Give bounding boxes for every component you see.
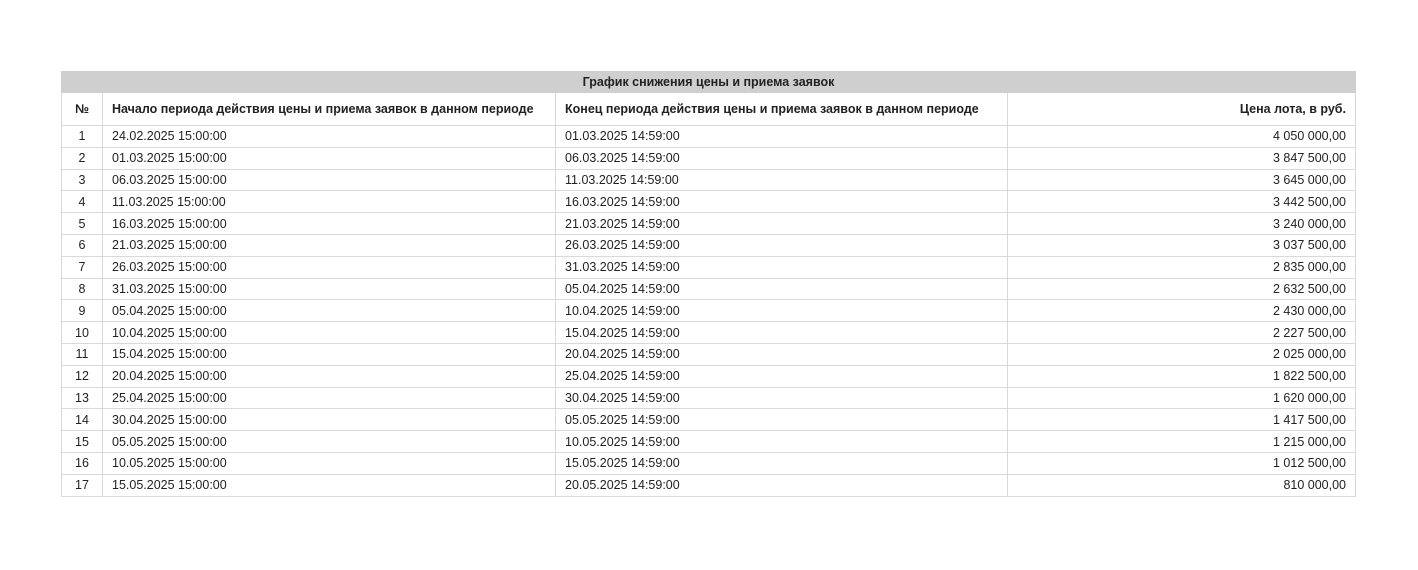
cell-end: 05.05.2025 14:59:00 bbox=[556, 409, 1008, 431]
cell-price: 810 000,00 bbox=[1008, 474, 1356, 496]
cell-price: 2 835 000,00 bbox=[1008, 256, 1356, 278]
cell-price: 2 025 000,00 bbox=[1008, 343, 1356, 365]
table-row bbox=[62, 452, 1356, 474]
cell-start: 26.03.2025 15:00:00 bbox=[103, 256, 556, 278]
cell-end: 10.04.2025 14:59:00 bbox=[556, 300, 1008, 322]
cell-start: 21.03.2025 15:00:00 bbox=[103, 234, 556, 256]
cell-price: 3 442 500,00 bbox=[1008, 191, 1356, 213]
cell-num: 10 bbox=[62, 322, 103, 344]
table-row bbox=[62, 147, 1356, 169]
cell-start: 20.04.2025 15:00:00 bbox=[103, 365, 556, 387]
cell-end: 11.03.2025 14:59:00 bbox=[556, 169, 1008, 191]
table-row bbox=[62, 431, 1356, 453]
cell-num: 16 bbox=[62, 452, 103, 474]
cell-price: 1 417 500,00 bbox=[1008, 409, 1356, 431]
cell-price: 2 227 500,00 bbox=[1008, 322, 1356, 344]
table-row bbox=[62, 278, 1356, 300]
header-end: Конец периода действия цены и приема заявок в данном периоде bbox=[556, 93, 1008, 126]
cell-start: 01.03.2025 15:00:00 bbox=[103, 147, 556, 169]
cell-start: 15.05.2025 15:00:00 bbox=[103, 474, 556, 496]
cell-price: 1 620 000,00 bbox=[1008, 387, 1356, 409]
table-title: График снижения цены и приема заявок bbox=[62, 72, 1356, 93]
table-row bbox=[62, 256, 1356, 278]
cell-price: 3 847 500,00 bbox=[1008, 147, 1356, 169]
table-row bbox=[62, 409, 1356, 431]
cell-start: 30.04.2025 15:00:00 bbox=[103, 409, 556, 431]
cell-num: 14 bbox=[62, 409, 103, 431]
cell-num: 7 bbox=[62, 256, 103, 278]
cell-start: 10.04.2025 15:00:00 bbox=[103, 322, 556, 344]
cell-start: 06.03.2025 15:00:00 bbox=[103, 169, 556, 191]
table-row bbox=[62, 387, 1356, 409]
price-schedule-table bbox=[61, 71, 1356, 497]
cell-end: 06.03.2025 14:59:00 bbox=[556, 147, 1008, 169]
cell-price: 3 037 500,00 bbox=[1008, 234, 1356, 256]
cell-num: 5 bbox=[62, 213, 103, 235]
cell-end: 05.04.2025 14:59:00 bbox=[556, 278, 1008, 300]
cell-num: 9 bbox=[62, 300, 103, 322]
table-row bbox=[62, 474, 1356, 496]
cell-num: 17 bbox=[62, 474, 103, 496]
cell-price: 1 215 000,00 bbox=[1008, 431, 1356, 453]
cell-price: 2 632 500,00 bbox=[1008, 278, 1356, 300]
cell-num: 1 bbox=[62, 126, 103, 148]
price-schedule-table-wrap bbox=[61, 71, 1355, 497]
cell-num: 3 bbox=[62, 169, 103, 191]
cell-end: 21.03.2025 14:59:00 bbox=[556, 213, 1008, 235]
header-price: Цена лота, в руб. bbox=[1008, 93, 1356, 126]
cell-price: 2 430 000,00 bbox=[1008, 300, 1356, 322]
table-body bbox=[62, 126, 1356, 497]
cell-end: 26.03.2025 14:59:00 bbox=[556, 234, 1008, 256]
table-row bbox=[62, 234, 1356, 256]
cell-start: 15.04.2025 15:00:00 bbox=[103, 343, 556, 365]
cell-end: 15.04.2025 14:59:00 bbox=[556, 322, 1008, 344]
cell-num: 13 bbox=[62, 387, 103, 409]
cell-end: 10.05.2025 14:59:00 bbox=[556, 431, 1008, 453]
table-title-row bbox=[62, 72, 1356, 93]
header-num: № bbox=[62, 93, 103, 126]
cell-end: 20.04.2025 14:59:00 bbox=[556, 343, 1008, 365]
cell-start: 31.03.2025 15:00:00 bbox=[103, 278, 556, 300]
cell-end: 16.03.2025 14:59:00 bbox=[556, 191, 1008, 213]
table-row bbox=[62, 300, 1356, 322]
cell-start: 10.05.2025 15:00:00 bbox=[103, 452, 556, 474]
table-row bbox=[62, 365, 1356, 387]
cell-num: 4 bbox=[62, 191, 103, 213]
cell-end: 15.05.2025 14:59:00 bbox=[556, 452, 1008, 474]
table-row bbox=[62, 343, 1356, 365]
table-row bbox=[62, 126, 1356, 148]
header-start: Начало периода действия цены и приема заявок в данном периоде bbox=[103, 93, 556, 126]
table-row bbox=[62, 169, 1356, 191]
cell-start: 25.04.2025 15:00:00 bbox=[103, 387, 556, 409]
cell-start: 24.02.2025 15:00:00 bbox=[103, 126, 556, 148]
cell-num: 12 bbox=[62, 365, 103, 387]
cell-start: 05.04.2025 15:00:00 bbox=[103, 300, 556, 322]
cell-end: 25.04.2025 14:59:00 bbox=[556, 365, 1008, 387]
cell-start: 05.05.2025 15:00:00 bbox=[103, 431, 556, 453]
cell-price: 4 050 000,00 bbox=[1008, 126, 1356, 148]
cell-end: 31.03.2025 14:59:00 bbox=[556, 256, 1008, 278]
cell-end: 01.03.2025 14:59:00 bbox=[556, 126, 1008, 148]
table-row bbox=[62, 213, 1356, 235]
cell-price: 3 645 000,00 bbox=[1008, 169, 1356, 191]
cell-num: 6 bbox=[62, 234, 103, 256]
table-header-row bbox=[62, 93, 1356, 126]
cell-start: 11.03.2025 15:00:00 bbox=[103, 191, 556, 213]
cell-start: 16.03.2025 15:00:00 bbox=[103, 213, 556, 235]
table-row bbox=[62, 322, 1356, 344]
cell-price: 1 012 500,00 bbox=[1008, 452, 1356, 474]
cell-price: 1 822 500,00 bbox=[1008, 365, 1356, 387]
cell-num: 11 bbox=[62, 343, 103, 365]
cell-end: 20.05.2025 14:59:00 bbox=[556, 474, 1008, 496]
cell-num: 2 bbox=[62, 147, 103, 169]
cell-num: 15 bbox=[62, 431, 103, 453]
cell-num: 8 bbox=[62, 278, 103, 300]
cell-end: 30.04.2025 14:59:00 bbox=[556, 387, 1008, 409]
cell-price: 3 240 000,00 bbox=[1008, 213, 1356, 235]
table-row bbox=[62, 191, 1356, 213]
